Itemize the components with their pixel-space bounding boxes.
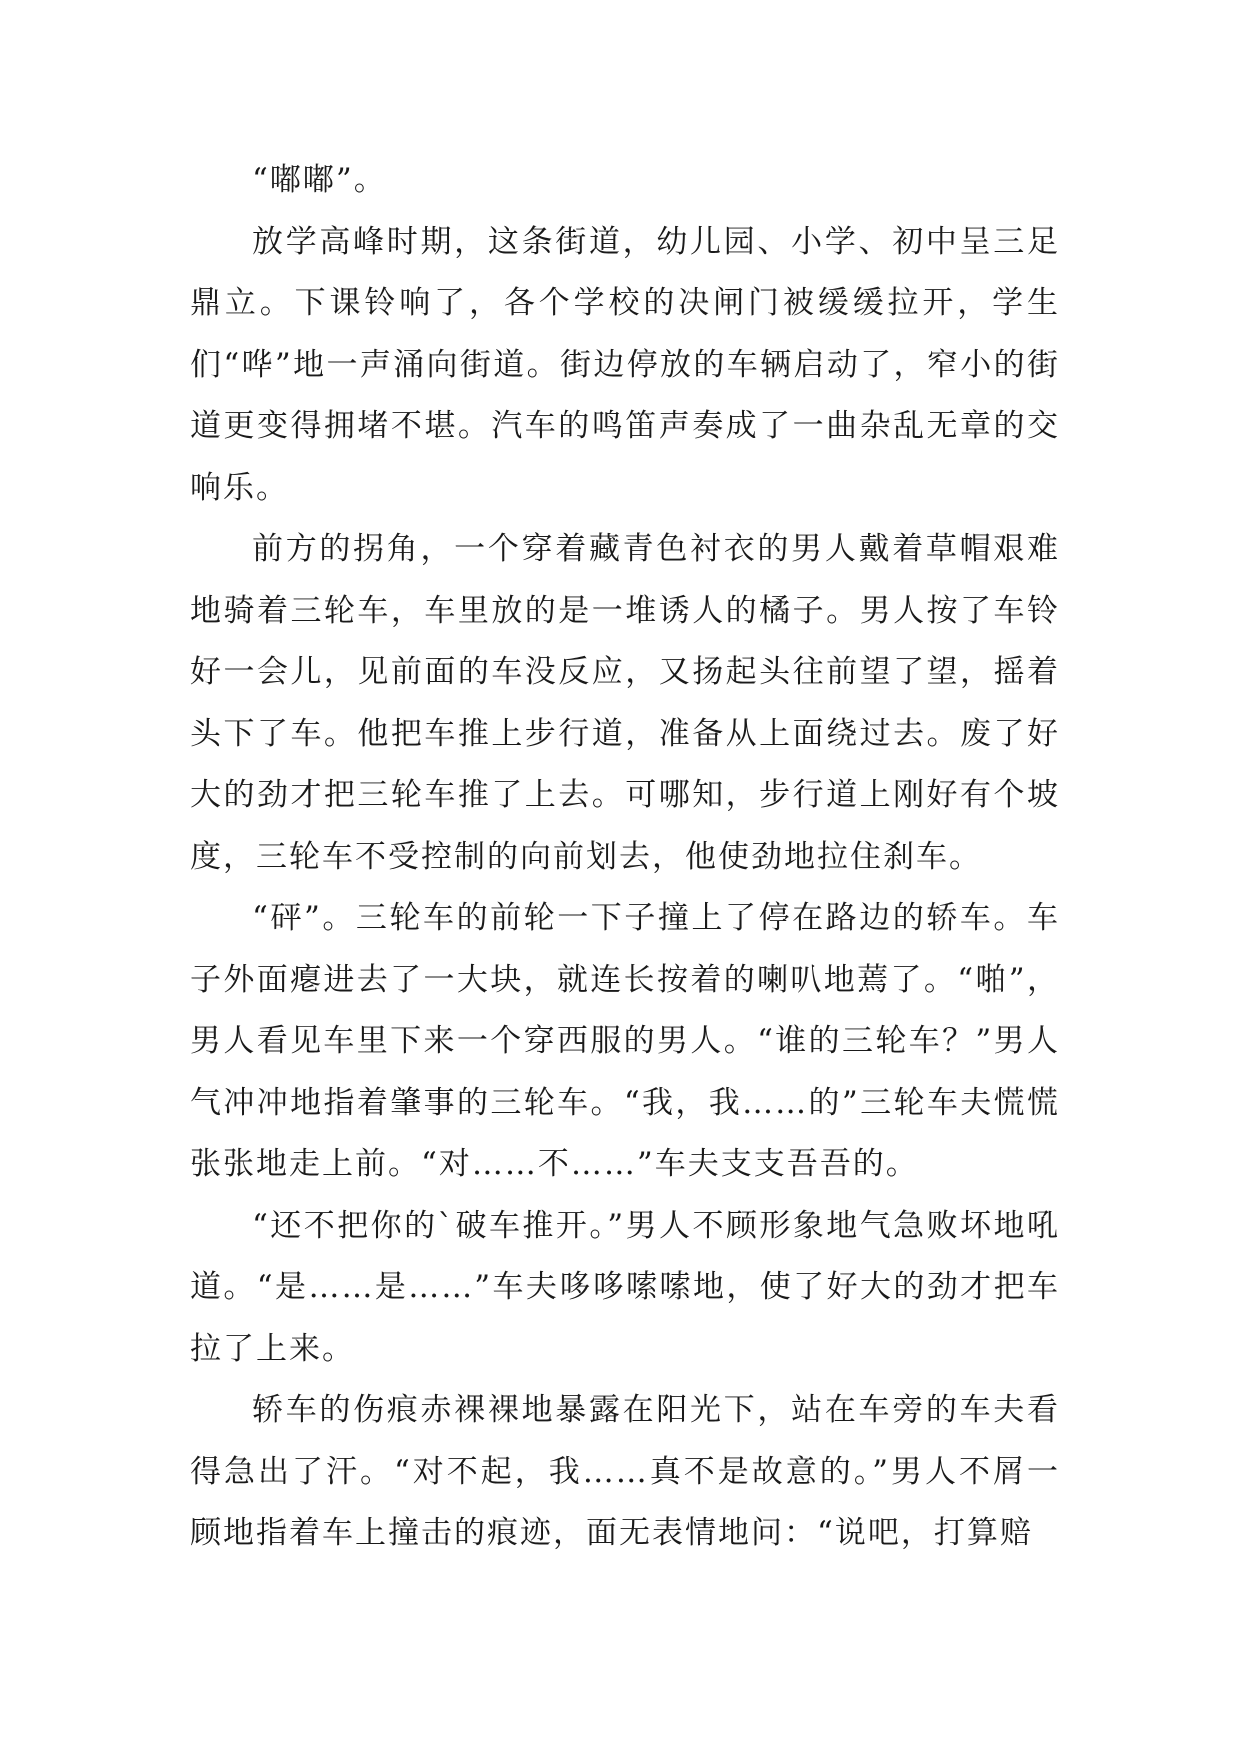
paragraph-6: 轿车的伤痕赤裸裸地暴露在阳光下，站在车旁的车夫看得急出了汗。“对不起，我……真不是故意的。”男人不屑一顾地指着车上撞击的痕迹，面无表情地问：“说吧，打算赔 <box>190 1392 1060 1551</box>
paragraph-1: “嘟嘟”。 <box>252 162 387 198</box>
document-body <box>190 150 1060 1565</box>
paragraph-4: “砰”。三轮车的前轮一下子撞上了停在路边的轿车。车子外面瘪进去了一大块，就连长按着的喇叭地蔫了。“啪”，男人看见车里下来一个穿西服的男人。“谁的三轮车？”男人气冲冲地指着肇事的三轮车。“我，我……的”三轮车夫慌慌张张地走上前。“对……不……”车夫支支吾吾的。 <box>190 900 1060 1182</box>
paragraph-3: 前方的拐角，一个穿着藏青色衬衣的男人戴着草帽艰难地骑着三轮车，车里放的是一堆诱人的橘子。男人按了车铃好一会儿，见前面的车没反应，又扬起头往前望了望，摇着头下了车。他把车推上步行道，准备从上面绕过去。废了好大的劲才把三轮车推了上去。可哪知，步行道上刚好有个坡度，三轮车不受控制的向前划去，他使劲地拉住刹车。 <box>190 531 1060 875</box>
paragraph-2: 放学高峰时期，这条街道，幼儿园、小学、初中呈三足鼎立。下课铃响了，各个学校的决闸门被缓缓拉开，学生们“哗”地一声涌向街道。街边停放的车辆启动了，窄小的街道更变得拥堵不堪。汽车的鸣笛声奏成了一曲杂乱无章的交响乐。 <box>190 223 1060 506</box>
paragraph-5: “还不把你的`破车推开。”男人不顾形象地气急败坏地吼道。“是……是……”车夫哆哆嗦嗦地，使了好大的劲才把车拉了上来。 <box>190 1207 1060 1367</box>
